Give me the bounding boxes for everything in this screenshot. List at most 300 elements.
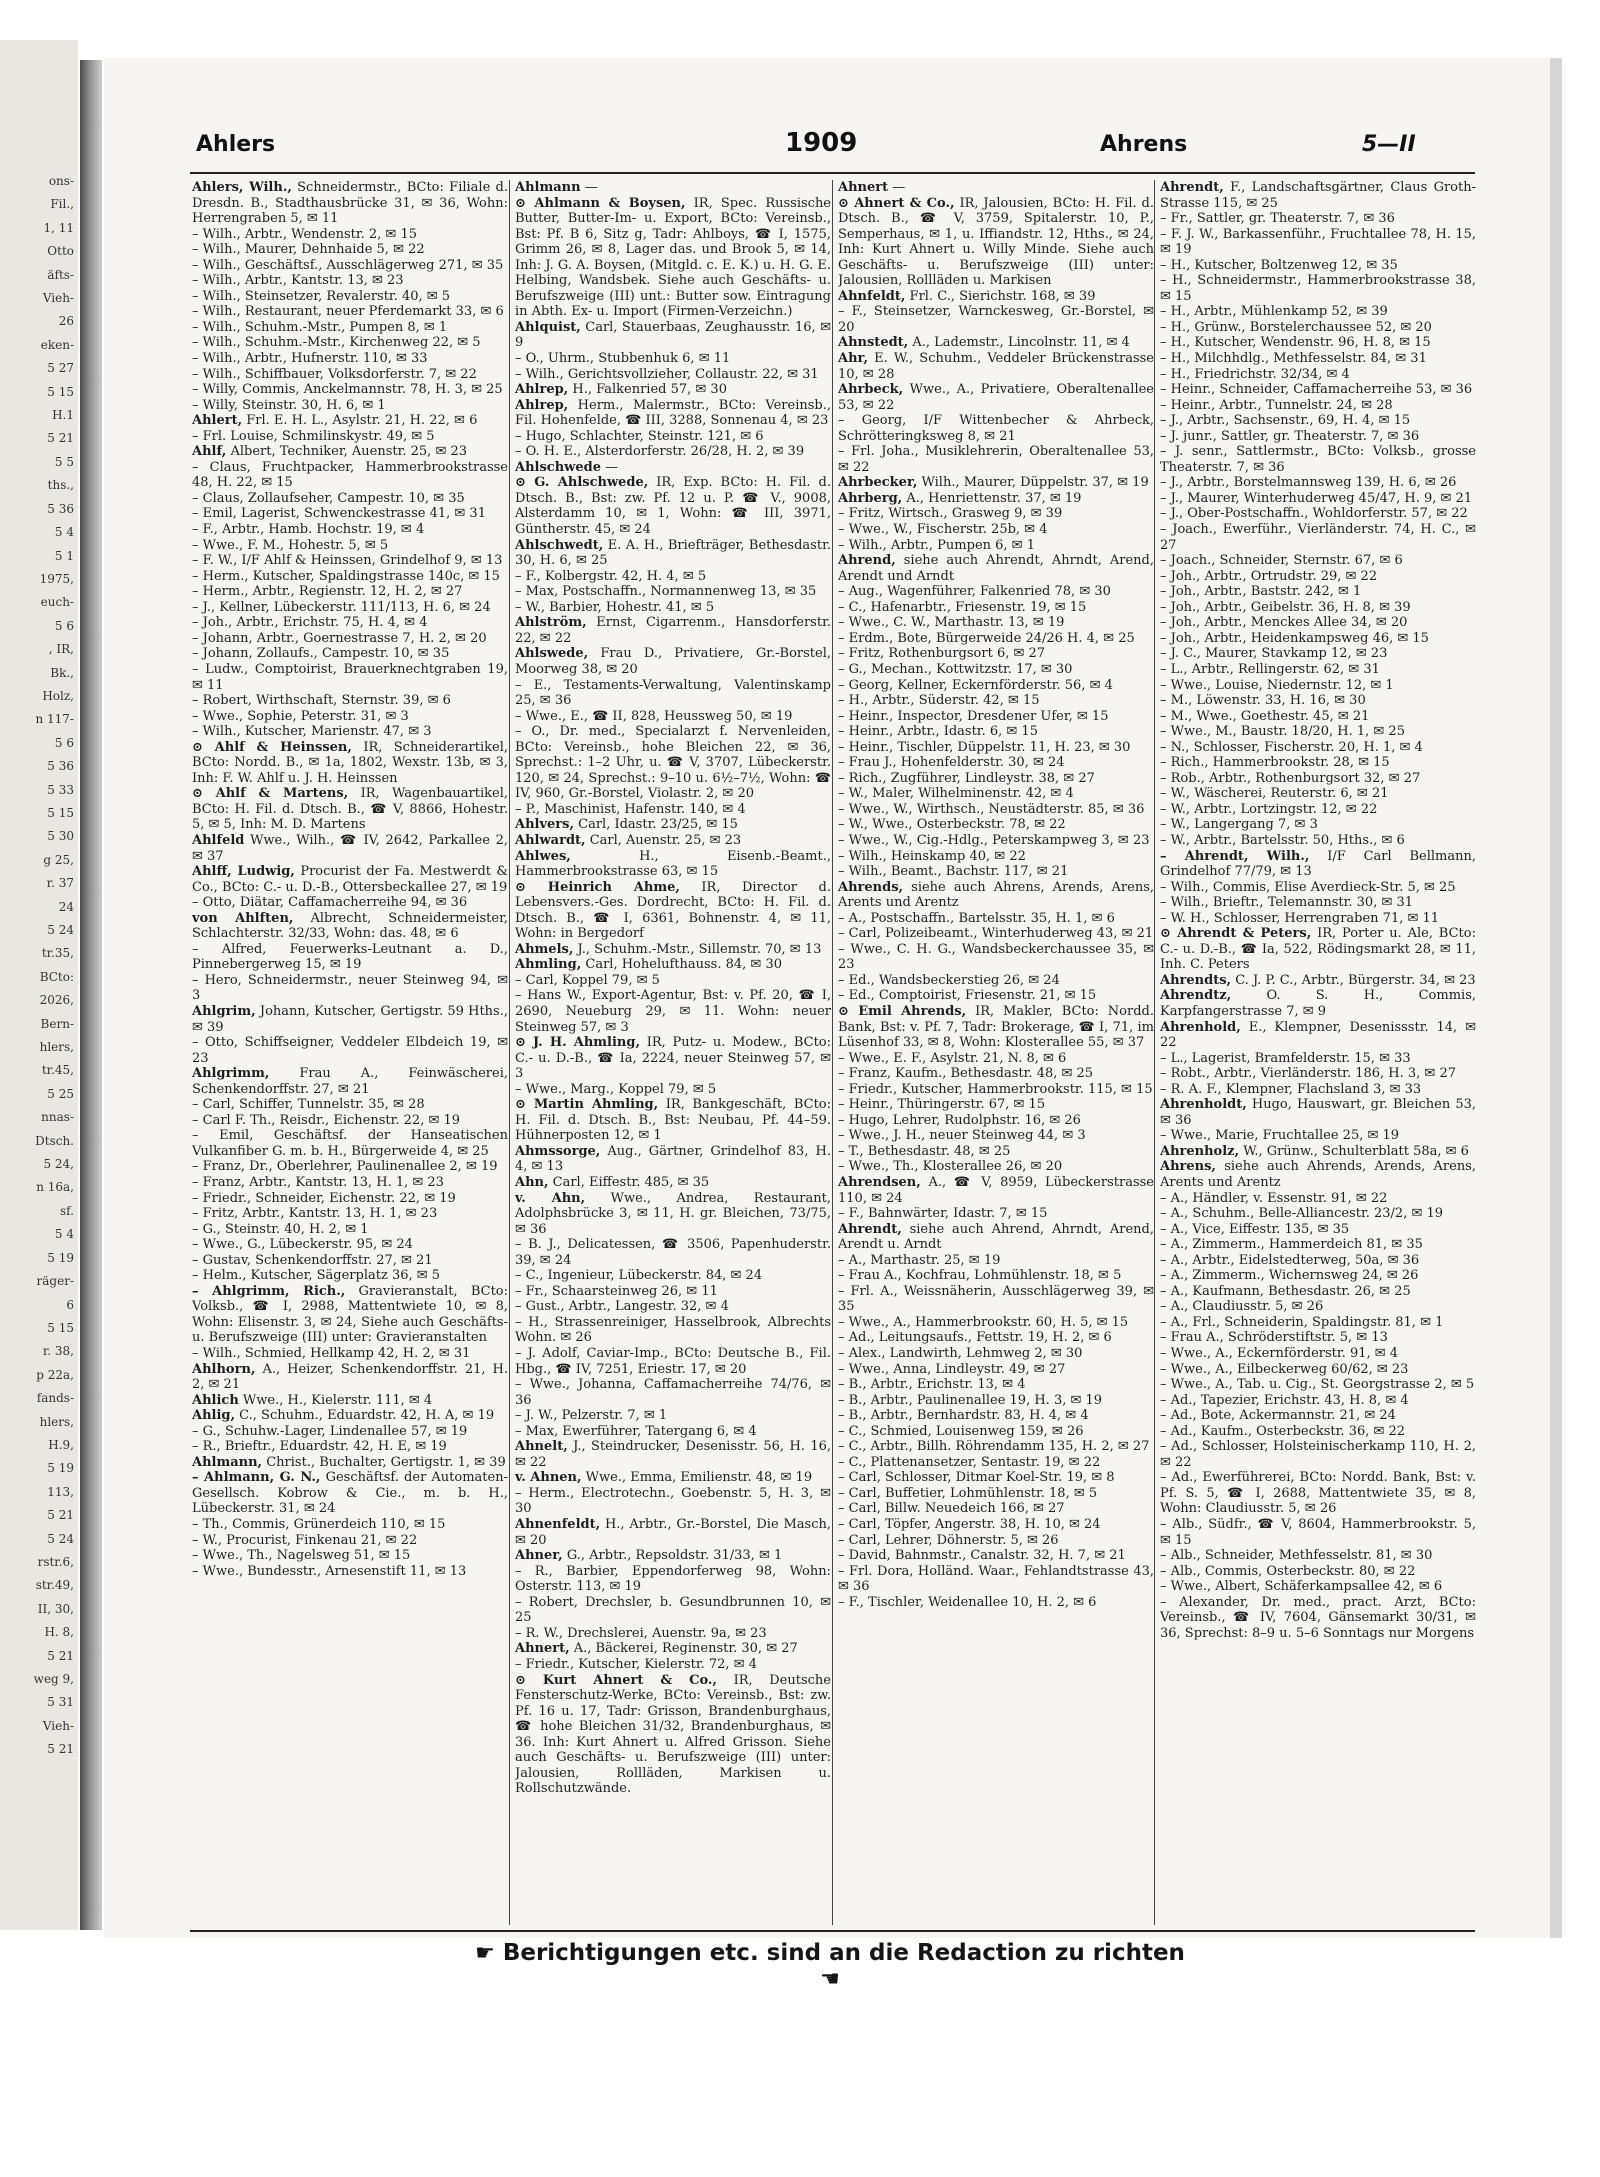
entry-details: – Wilh., Steinsetzer, Revalerstr. 40, ✉ 5 [192, 288, 451, 304]
entry-details: – Fritz, Rothenburgsort 6, ✉ 27 [838, 646, 1046, 662]
entry-details: E. A. H., Briefträger, Bethesdastr. 30, H. 6, ✉ 25 [515, 537, 831, 569]
entry-details: – Johann, Zollaufs., Campestr. 10, ✉ 35 [192, 646, 450, 662]
entry-name: Ahmels, [515, 941, 574, 957]
directory-entry [1160, 522, 1476, 553]
entry-details: – Wilh., Heinskamp 40, ✉ 22 [838, 848, 1026, 864]
directory-entry [192, 1362, 508, 1393]
directory-entry [1160, 413, 1476, 429]
directory-entry [1160, 1564, 1476, 1580]
entry-details: – Herm., Arbtr., Regienstr. 12, H. 2, ✉ 27 [192, 584, 463, 600]
previous-page-fragment: 5 33 [47, 782, 74, 797]
previous-page-fragment: Fil., [50, 197, 74, 212]
directory-entry [838, 1315, 1154, 1331]
directory-entry [1160, 1097, 1476, 1128]
directory-entry [1160, 553, 1476, 569]
entry-name: – Ahlmann, G. N., [192, 1470, 321, 1486]
entry-details: IR, Director d. Lebensvers.-Ges. Dordrecht, BCto: H. Fil. d. Dtsch. B., ☎ I, 6361, Bohnenstr. 4, ✉ 11, Wohn: in Bergedorf [515, 879, 831, 942]
entry-details: – Th., Commis, Grünerdeich 110, ✉ 15 [192, 1517, 446, 1533]
entry-details: H., Falkenried 57, ✉ 30 [568, 382, 727, 398]
entry-name: Ahlff, Ludwig, [192, 864, 295, 880]
previous-page-fragment: Holz, [42, 688, 74, 703]
directory-entry [515, 584, 831, 600]
entry-details: – Emil, Geschäftsf. der Hanseatischen Vulkanfiber G. m. b. H., Bürgerweide 4, ✉ 25 [192, 1128, 508, 1159]
directory-entry [515, 817, 831, 833]
directory-entry [192, 1035, 508, 1066]
directory-entry [515, 382, 831, 398]
directory-entry [192, 1097, 508, 1113]
directory-entry [515, 880, 831, 942]
entry-details: A., Lademstr., Lincolnstr. 11, ✉ 4 [908, 335, 1130, 351]
directory-entry [1160, 273, 1476, 304]
directory-entry [1160, 724, 1476, 740]
previous-page-fragment: 5 19 [47, 1250, 74, 1265]
entry-details: – W., Arbtr., Bartelsstr. 50, Hths., ✉ 6 [1160, 832, 1405, 848]
directory-entry [838, 988, 1154, 1004]
entry-details: – Wwe., Th., Nagelsweg 51, ✉ 15 [192, 1548, 411, 1564]
directory-entry [838, 817, 1154, 833]
entry-details: – J., Kellner, Lübeckerstr. 111/113, H. 6, ✉ 24 [192, 599, 491, 615]
previous-page-fragment: H.9, [48, 1437, 74, 1452]
entry-details: E., Klempner, Desenissstr. 14, ✉ 22 [1160, 1019, 1476, 1051]
entry-details: IR, Jalousien, BCto: H. Fil. d. Dtsch. B., ☎ V, 3759, Spitalerstr. 10, P., Semperhaus, ✉ 1, u. Iffiandstr. 12, Hths., ✉ 24, Inh: Kurt Ahnert u. Willy Minde. Siehe auch Geschäfts- u. Berufszweige (III) unter: Jalousien, Rollläden u. Markisen [838, 195, 1154, 289]
directory-entry [515, 678, 831, 709]
previous-page-fragment: Bern- [40, 1016, 74, 1031]
entry-details: – B., Arbtr., Erichstr. 13, ✉ 4 [838, 1377, 1026, 1393]
entry-details: IR, Makler, BCto: Nordd. Bank, Bst: v. Pf. 7, Tadr: Brokerage, ☎ I, 71, im Lüsenhof 33, ✉ 8, Wohn: Klosterallee 55, ✉ 37 [838, 1003, 1154, 1051]
directory-entry [838, 864, 1154, 880]
entry-details: – H., Milchhdlg., Methfesselstr. 84, ✉ 31 [1160, 351, 1427, 367]
previous-page-fragment: 5 6 [54, 618, 74, 633]
directory-entry [515, 1641, 831, 1657]
entry-details: – Wilh., Schiffbauer, Volksdorferstr. 7, ✉ 22 [192, 366, 477, 382]
entry-name: Ahrendt, [838, 1221, 902, 1237]
previous-page-fragment: sf. [60, 1203, 74, 1218]
directory-entry [1160, 1082, 1476, 1098]
directory-entry [838, 413, 1154, 444]
entry-details: – Otto, Schiffseigner, Veddeler Elbdeich 19, ✉ 23 [192, 1035, 508, 1066]
directory-entry [1160, 973, 1476, 989]
entry-details: – Joach., Ewerführ., Vierländerstr. 74, H. C., ✉ 27 [1160, 522, 1476, 553]
previous-page-fragment: ths., [47, 478, 74, 493]
previous-page-fragment: 5 31 [47, 1695, 74, 1710]
entry-details: siehe auch Ahrends, Arends, Arens, Arents und Arentz [1160, 1159, 1476, 1190]
entry-name: Ahlhorn, [192, 1361, 256, 1377]
entry-details: – Herm., Kutscher, Spaldingstrasse 140c, ✉ 15 [192, 568, 500, 584]
entry-details: Procurist der Fa. Mestwerdt & Co., BCto: C.- u. D.-B., Ottersbeckallee 27, ✉ 19 [192, 864, 508, 895]
entry-details: – Max, Postschaffn., Normannenweg 13, ✉ 35 [515, 584, 817, 600]
directory-entry [838, 1004, 1154, 1051]
entry-details: – F. J. W., Barkassenführ., Fruchtallee 78, H. 15, ✉ 19 [1160, 226, 1476, 258]
entry-details: – H., Grünw., Borstelerchaussee 52, ✉ 20 [1160, 319, 1432, 335]
entry-details: IR, Schneiderartikel, BCto: Nordd. B., ✉ 1a, 1802, Wexstr. 13b, ✉ 3, Inh: F. W. Ahlf u. J. H. Heinssen [192, 739, 508, 786]
directory-entry [838, 709, 1154, 725]
directory-entry [838, 926, 1154, 942]
directory-entry [192, 833, 508, 864]
entry-name: Ahrberg, [838, 490, 903, 506]
directory-entry [1160, 926, 1476, 973]
directory-entry [515, 646, 831, 677]
entry-details: IR, Bankgeschäft, BCto: H. Fil. d. Dtsch. B., Bst: Neubau, Pf. 44–59. Hühnerposten 12, ✉ 1 [515, 1097, 831, 1144]
entry-details: – Heinr., Arbtr., Tunnelstr. 24, ✉ 28 [1160, 397, 1393, 413]
entry-details: – Emil, Lagerist, Schwenckestrasse 41, ✉ 31 [192, 506, 486, 522]
directory-entry [1160, 693, 1476, 709]
entry-details: – Willy, Steinstr. 30, H. 6, ✉ 1 [192, 397, 386, 413]
directory-column-3 [838, 180, 1154, 1930]
directory-entry [838, 1486, 1154, 1502]
previous-page-fragment: 1, 11 [43, 220, 74, 235]
directory-entry [1160, 320, 1476, 336]
directory-entry [1160, 1362, 1476, 1378]
entry-name: ⊙ Kurt Ahnert & Co., [515, 1672, 717, 1688]
entry-details: – W., Barbier, Hohestr. 41, ✉ 5 [515, 599, 715, 615]
entry-details: – Rich., Zugführer, Lindleystr. 38, ✉ 27 [838, 770, 1095, 786]
entry-details: – T., Bethesdastr. 48, ✉ 25 [838, 1143, 1011, 1159]
entry-details: – O., Dr. med., Specialarzt f. Nervenleiden, BCto: Vereinsb., hohe Bleichen 22, ✉ 36, Sprechst.: 1–2 Uhr, u. ☎ V, 3707, Lübeckerstr. 120, ✉ 24, Sprechst.: 9–10 u. 6½–7½, Wohn: ☎ IV, 960, Gr.-Borstel, Violastr. 2, ✉ 20 [515, 724, 831, 802]
directory-entry [192, 1564, 508, 1580]
book-gutter [80, 60, 102, 1930]
column-divider [1154, 180, 1155, 1925]
entry-details: G., Arbtr., Repsoldstr. 31/33, ✉ 1 [562, 1548, 783, 1564]
directory-entry [192, 1113, 508, 1129]
entry-name: v. Ahnen, [515, 1470, 582, 1486]
entry-details: – Joh., Arbtr., Menckes Allee 34, ✉ 20 [1160, 615, 1408, 631]
entry-details: – Frl. A., Weissnäherin, Ausschlägerweg 39, ✉ 35 [838, 1283, 1154, 1315]
directory-entry [838, 584, 1154, 600]
entry-name: Ahr, [838, 351, 868, 367]
entry-details: — [888, 180, 906, 195]
directory-entry [838, 180, 1154, 196]
entry-name: Ahrendt, [1160, 180, 1224, 195]
entry-details: – Frau A., Schröderstiftstr. 5, ✉ 13 [1160, 1330, 1388, 1346]
entry-details: – Joh., Arbtr., Geibelstr. 36, H. 8, ✉ 39 [1160, 599, 1411, 615]
directory-entry [192, 1159, 508, 1175]
previous-page-fragment: Dtsch. [35, 1133, 74, 1148]
entry-details: – Rich., Hammerbrookstr. 28, ✉ 15 [1160, 755, 1390, 771]
previous-page-fragment: 5 21 [47, 431, 74, 446]
entry-details: – Alb., Schneider, Methfesselstr. 81, ✉ 30 [1160, 1548, 1433, 1564]
entry-details: – Heinr., Schneider, Caffamacherreihe 53, ✉ 36 [1160, 382, 1473, 398]
previous-page-fragment: 24 [58, 899, 74, 914]
directory-entry [515, 942, 831, 958]
entry-details: – A., Arbtr., Eidelstedterweg, 50a, ✉ 36 [1160, 1252, 1420, 1268]
directory-entry [515, 1517, 831, 1548]
entry-details: – J., Arbtr., Sachsenstr., 69, H. 4, ✉ 15 [1160, 413, 1411, 429]
entry-name: Ahn, [515, 1175, 549, 1190]
entry-details: A., Heizer, Schenkendorffstr. 21, H. 2, ✉ 21 [192, 1361, 508, 1393]
entry-details: – Robt., Arbtr., Vierländerstr. 186, H. 3, ✉ 27 [1160, 1066, 1456, 1082]
entry-details: – Otto, Diätar, Caffamacherreihe 94, ✉ 36 [192, 895, 468, 911]
directory-entry [838, 693, 1154, 709]
directory-column-2 [515, 180, 831, 1930]
directory-entry [838, 1144, 1154, 1160]
directory-entry [192, 289, 508, 305]
directory-entry [838, 1595, 1154, 1611]
entry-details: – J. C., Maurer, Stavkamp 12, ✉ 23 [1160, 646, 1388, 662]
directory-entry [192, 600, 508, 616]
entry-details: Hugo, Hauswart, gr. Bleichen 53, ✉ 36 [1160, 1097, 1476, 1128]
entry-name: ⊙ Ahlmann & Boysen, [515, 195, 686, 211]
directory-entry [515, 1315, 831, 1346]
previous-page-fragment: , IR, [48, 642, 74, 657]
directory-entry [1160, 1051, 1476, 1067]
directory-entry [1160, 988, 1476, 1019]
directory-entry [1160, 802, 1476, 818]
entry-details: – Ed., Comptoirist, Friesenstr. 21, ✉ 15 [838, 988, 1097, 1004]
directory-entry [838, 802, 1154, 818]
directory-entry [515, 1097, 831, 1144]
directory-entry [838, 1455, 1154, 1471]
directory-entry [1160, 211, 1476, 227]
entry-details: Albrecht, Schneidermeister, Schlachterstr. 32/33, Wohn: das. 48, ✉ 6 [192, 910, 508, 942]
entry-details: – A., Zimmerm., Hammerdeich 81, ✉ 35 [1160, 1237, 1423, 1253]
directory-entry [838, 1128, 1154, 1144]
directory-entry [1160, 1517, 1476, 1548]
entry-details: – J., Ober-Postschaffn., Wohldorferstr. 57, ✉ 22 [1160, 506, 1468, 522]
entry-details: – Gustav, Schenkendorffstr. 27, ✉ 21 [192, 1252, 433, 1268]
entry-details: – Ad., Bote, Ackermannstr. 21, ✉ 24 [1160, 1408, 1396, 1424]
entry-details: – H., Strassenreiniger, Hasselbrook, Albrechts Wohn. ✉ 26 [515, 1314, 831, 1346]
entry-details: – Fr., Sattler, gr. Theaterstr. 7, ✉ 36 [1160, 211, 1395, 227]
previous-page-fragment: str.49, [35, 1578, 74, 1593]
directory-entry [192, 1393, 508, 1409]
entry-details: – Hans W., Export-Agentur, Bst: v. Pf. 20, ☎ I, 2690, Neueburg 29, ✉ 11. Wohn: neuer Steinweg 57, ✉ 3 [515, 988, 831, 1035]
previous-page-fragment: Vieh- [42, 291, 74, 306]
entry-details: – F., Arbtr., Hamb. Hochstr. 19, ✉ 4 [192, 522, 425, 538]
directory-entry [192, 1517, 508, 1533]
entry-name: Ahnelt, [515, 1439, 568, 1455]
directory-entry [192, 740, 508, 787]
previous-page-fragment: 5 1 [54, 548, 74, 563]
directory-entry [838, 755, 1154, 771]
directory-entry [1160, 646, 1476, 662]
entry-details: – Wilh., Arbtr., Wendenstr. 2, ✉ 15 [192, 226, 417, 242]
entry-name: Ahrenholz, [1160, 1143, 1240, 1159]
previous-page-fragment: 5 30 [47, 829, 74, 844]
entry-name: Ahlgrim, [192, 1003, 256, 1019]
directory-entry [192, 444, 508, 460]
entry-details: – A., Kaufmann, Bethesdastr. 26, ✉ 25 [1160, 1283, 1411, 1299]
directory-entry [1160, 1299, 1476, 1315]
directory-entry [838, 506, 1154, 522]
directory-entry [515, 1299, 831, 1315]
previous-page-fragment: H.1 [52, 408, 74, 423]
entry-details: – Fritz, Wirtsch., Grasweg 9, ✉ 39 [838, 506, 1063, 522]
entry-details: – Wwe., W., Fischerstr. 25b, ✉ 4 [838, 522, 1048, 538]
directory-entry [192, 1191, 508, 1207]
directory-entry [515, 849, 831, 880]
directory-entry [192, 1237, 508, 1253]
directory-entry [1160, 1595, 1476, 1642]
directory-entry [515, 1191, 831, 1238]
entry-details: – Wwe., W., Wirthsch., Neustädterstr. 85, ✉ 36 [838, 801, 1145, 817]
entry-details: Wwe., H., Kielerstr. 111, ✉ 4 [238, 1392, 433, 1408]
entry-details: Ernst, Cigarrenm., Hansdorferstr. 22, ✉ 22 [515, 615, 831, 646]
directory-entry [1160, 258, 1476, 274]
entry-details: – Wilh., Gerichtsvollzieher, Collaustr. 22, ✉ 31 [515, 366, 819, 382]
directory-entry [1160, 367, 1476, 383]
entry-name: Ahnenfeldt, [515, 1517, 601, 1533]
entry-details: – Friedr., Kutscher, Kielerstr. 72, ✉ 4 [515, 1656, 757, 1672]
directory-entry [838, 304, 1154, 335]
entry-name: – Ahrendt, Wilh., [1160, 848, 1310, 864]
directory-entry [838, 1051, 1154, 1067]
directory-entry [515, 1595, 831, 1626]
entry-details: – Wwe., W., Cig.-Hdlg., Peterskampweg 3, ✉ 23 [838, 832, 1150, 848]
directory-entry [838, 786, 1154, 802]
directory-entry [838, 1377, 1154, 1393]
directory-entry [838, 553, 1154, 584]
entry-details: Wwe., Andrea, Restaurant, Adolphsbrücke 3, ✉ 11, H. gr. Bleichen, 73/75, ✉ 36 [515, 1190, 831, 1237]
entry-details: – C., Arbtr., Billh. Röhrendamm 135, H. 2, ✉ 27 [838, 1439, 1150, 1455]
directory-entry [192, 615, 508, 631]
directory-entry [192, 1004, 508, 1035]
entry-details: – Wilh., Brieftr., Telemannstr. 30, ✉ 31 [1160, 895, 1414, 911]
entry-details: – Hugo, Schlachter, Steinstr. 121, ✉ 6 [515, 428, 764, 444]
directory-entry [192, 1222, 508, 1238]
entry-details: – R., Barbier, Eppendorferweg 98, Wohn: Osterstr. 113, ✉ 19 [515, 1563, 831, 1595]
entry-details: – G., Mechan., Kottwitzstr. 17, ✉ 30 [838, 661, 1073, 677]
directory-entry [192, 553, 508, 569]
entry-details: – J., Maurer, Winterhuderweg 45/47, H. 9, ✉ 21 [1160, 490, 1473, 506]
entry-details: – Willy, Commis, Anckelmannstr. 78, H. 3, ✉ 25 [192, 382, 503, 398]
entry-details: J., Schuhm.-Mstr., Sillemstr. 70, ✉ 13 [573, 941, 822, 957]
directory-entry [515, 1346, 831, 1377]
directory-entry [838, 1439, 1154, 1455]
previous-page-fragment: 5 19 [47, 1461, 74, 1476]
entry-details: – Wilh., Restaurant, neuer Pferdemarkt 33, ✉ 6 [192, 304, 504, 320]
directory-entry [1160, 1020, 1476, 1051]
directory-entry [1160, 1268, 1476, 1284]
directory-entry [192, 786, 508, 833]
entry-details: – Ludw., Comptoirist, Brauerknechtgraben 19, ✉ 11 [192, 661, 508, 693]
entry-details: – A., Vice, Eiffestr. 135, ✉ 35 [1160, 1221, 1350, 1237]
entry-details: – M., Löwenstr. 33, H. 16, ✉ 30 [1160, 693, 1366, 709]
entry-details: – Joh., Arbtr., Ortrudstr. 29, ✉ 22 [1160, 568, 1378, 584]
entry-name: Ahlwes, [515, 848, 571, 864]
entry-details: – Alex., Landwirth, Lehmweg 2, ✉ 30 [838, 1346, 1083, 1362]
entry-details: – J., Arbtr., Borstelmannsweg 139, H. 6, ✉ 26 [1160, 475, 1457, 491]
directory-entry [838, 1548, 1154, 1564]
entry-details: – Carl, Schiffer, Tunnelstr. 35, ✉ 28 [192, 1097, 425, 1113]
entry-details: – B., Arbtr., Paulinenallee 19, H. 3, ✉ 19 [838, 1392, 1103, 1408]
entry-details: – Ed., Wandsbeckerstieg 26, ✉ 24 [838, 972, 1060, 988]
entry-details: – Frau J., Hohenfelderstr. 30, ✉ 24 [838, 755, 1065, 771]
previous-page-fragment: 5 4 [54, 525, 74, 540]
entry-details: – F., Steinsetzer, Warnckesweg, Gr.-Borstel, ✉ 20 [838, 304, 1154, 335]
entry-details: Carl, Idastr. 23/25, ✉ 15 [574, 817, 738, 833]
entry-details: – W., Arbtr., Lortzingstr. 12, ✉ 22 [1160, 801, 1378, 817]
previous-page-fragment: n 117- [35, 712, 74, 727]
entry-details: – W., Wwe., Osterbeckstr. 78, ✉ 22 [838, 817, 1066, 833]
directory-entry [192, 646, 508, 662]
directory-entry [838, 1066, 1154, 1082]
entry-details: Wwe., Emma, Emilienstr. 48, ✉ 19 [581, 1470, 813, 1486]
directory-entry [192, 1424, 508, 1440]
entry-details: IR, Putz- u. Modew., BCto: C.- u. D.-B., ☎ Ia, 2224, neuer Steinweg 57, ✉ 3 [515, 1035, 831, 1082]
header-last-entry: Ahrens [1100, 132, 1188, 157]
directory-entry [1160, 1284, 1476, 1300]
directory-entry [192, 942, 508, 973]
entry-details: – F., Tischler, Weidenallee 10, H. 2, ✉ 6 [838, 1594, 1097, 1610]
directory-entry [515, 320, 831, 351]
entry-name: Ahnstedt, [838, 335, 909, 351]
entry-name: ⊙ Ahrendt & Peters, [1160, 926, 1312, 942]
previous-page-fragment: 6 [66, 1297, 74, 1312]
entry-details: Carl, Hohelufthauss. 84, ✉ 30 [581, 957, 782, 973]
directory-entry [192, 351, 508, 367]
entry-details: Wilh., Maurer, Düppelstr. 37, ✉ 19 [917, 475, 1149, 491]
entry-details: – F., Bahnwärter, Idastr. 7, ✉ 15 [838, 1206, 1048, 1222]
directory-entry [515, 538, 831, 569]
previous-page-fragment: fands- [36, 1391, 74, 1406]
entry-name: Ahlschwede [515, 459, 601, 475]
entry-details: – H., Kutscher, Wendenstr. 96, H. 8, ✉ 15 [1160, 335, 1431, 351]
previous-page-fragment: Otto [47, 244, 74, 259]
directory-entry [515, 1035, 831, 1082]
entry-details: – Heinr., Inspector, Dresdener Ufer, ✉ 15 [838, 708, 1109, 724]
directory-entry [515, 1626, 831, 1642]
entry-details: – C., Plattenansetzer, Sentastr. 19, ✉ 22 [838, 1454, 1101, 1470]
directory-entry [192, 429, 508, 445]
entry-details: IR, Exp. BCto: H. Fil. d. Dtsch. B., Bst: zw. Pf. 12 u. P. ☎ V., 9008, Alsterdamm 10, ✉ 1, Wohn: ☎ III, 3971, Güntherstr. 45, ✉ 24 [515, 475, 831, 538]
entry-details: – Carl, Lehrer, Döhnerstr. 5, ✉ 26 [838, 1532, 1059, 1548]
entry-details: – Frl. Louise, Schmilinskystr. 49, ✉ 5 [192, 428, 435, 444]
entry-details: – E., Testaments-Verwaltung, Valentinskamp 25, ✉ 36 [515, 677, 831, 709]
directory-entry [1160, 895, 1476, 911]
directory-entry [515, 724, 831, 802]
entry-details: I/F Carl Bellmann, Grindelhof 77/79, ✉ 13 [1160, 848, 1476, 880]
entry-details: – Johann, Arbtr., Goernestrasse 7, H. 2, ✉ 20 [192, 630, 487, 646]
directory-entry [838, 1470, 1154, 1486]
directory-entry [192, 1175, 508, 1191]
entry-details: – C., Ingenieur, Lübeckerstr. 84, ✉ 24 [515, 1268, 763, 1284]
directory-entry [838, 1097, 1154, 1113]
directory-entry [192, 320, 508, 336]
pointing-hand-left-icon: ☚ [820, 1967, 840, 1992]
entry-details: – Joh., Arbtr., Baststr. 242, ✉ 1 [1160, 584, 1362, 600]
directory-entry [515, 180, 831, 196]
entry-details: – Herm., Electrotechn., Goebenstr. 5, H. 3, ✉ 30 [515, 1485, 831, 1517]
previous-page-fragment: tr.35, [41, 946, 74, 961]
entry-details: – J. W., Pelzerstr. 7, ✉ 1 [515, 1408, 668, 1424]
directory-entry [192, 1128, 508, 1159]
entry-details: Carl, Stauerbaas, Zeughausstr. 16, ✉ 9 [515, 319, 831, 351]
directory-entry [838, 1393, 1154, 1409]
directory-entry [1160, 662, 1476, 678]
entry-details: – Wwe., Bundesstr., Arnesenstift 11, ✉ 13 [192, 1563, 467, 1579]
directory-entry [515, 1673, 831, 1797]
directory-entry [515, 460, 831, 476]
directory-entry [192, 584, 508, 600]
page-edge [1550, 58, 1562, 1938]
directory-entry [1160, 1377, 1476, 1393]
entry-details: W., Grünw., Schulterblatt 58a, ✉ 6 [1239, 1143, 1469, 1159]
entry-details: Frl. E. H. L., Asylstr. 21, H. 22, ✉ 6 [242, 413, 478, 429]
directory-entry [192, 242, 508, 258]
entry-details: – Wilh., Geschäftsf., Ausschlägerweg 271, ✉ 35 [192, 257, 504, 273]
directory-column-1 [192, 180, 508, 1930]
previous-page-fragment: Bk., [50, 665, 74, 680]
directory-entry [838, 1175, 1154, 1206]
directory-entry [838, 1206, 1154, 1222]
entry-details: Aug., Gärtner, Grindelhof 83, H. 4, ✉ 13 [515, 1143, 831, 1175]
entry-details: – A., Postschaffn., Bartelsstr. 35, H. 1, ✉ 6 [838, 910, 1115, 926]
directory-entry [515, 1470, 831, 1486]
entry-details: – Fritz, Arbtr., Kantstr. 13, H. 1, ✉ 23 [192, 1206, 438, 1222]
directory-entry [192, 973, 508, 1004]
entry-name: Ahrendtz, [1160, 988, 1232, 1004]
directory-entry [1160, 817, 1476, 833]
